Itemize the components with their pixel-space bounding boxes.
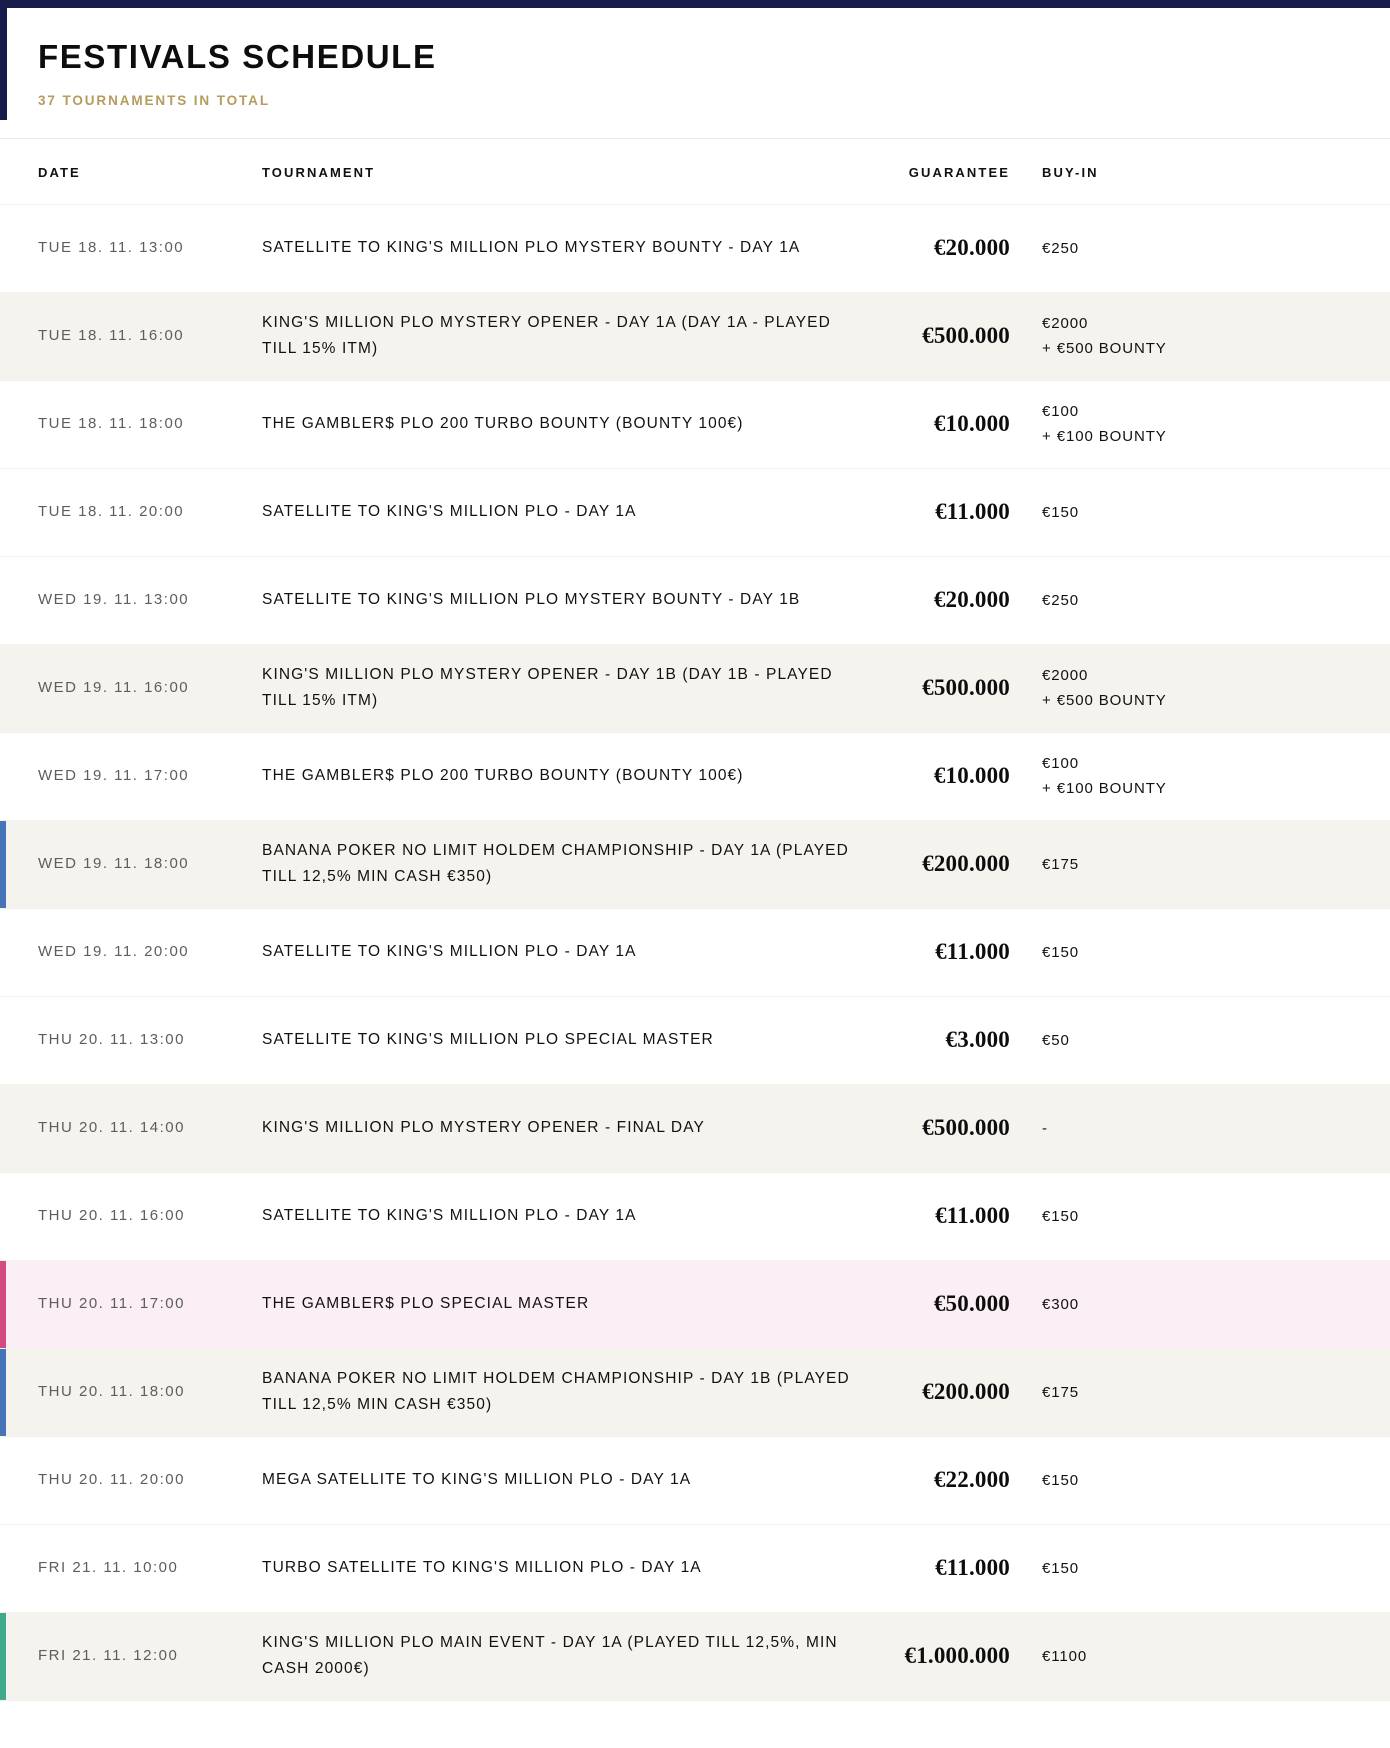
table-row[interactable] [0, 1613, 1390, 1701]
cell-buyin [1010, 399, 1340, 451]
cell-date [0, 591, 262, 609]
guarantee-amount: €200.000 [922, 1379, 1010, 1405]
cell-tournament [262, 763, 876, 790]
cell-date [0, 767, 262, 785]
cell-date [0, 415, 262, 433]
tournament-name: SATELLITE TO KING'S MILLION PLO - DAY 1A [262, 1207, 637, 1225]
guarantee-amount: €10.000 [933, 411, 1010, 437]
cell-tournament [262, 587, 876, 614]
tournament-name: SATELLITE TO KING'S MILLION PLO SPECIAL MASTER [262, 1031, 714, 1049]
buyin-amount: €1100 [1042, 1647, 1088, 1665]
cell-buyin [1010, 1116, 1340, 1142]
cell-buyin [1010, 751, 1340, 803]
cell-buyin [1010, 311, 1340, 363]
cell-buyin [1010, 1380, 1340, 1406]
tournament-name: KING'S MILLION PLO MYSTERY OPENER - FINAL DAY [262, 1119, 705, 1137]
cell-guarantee [876, 939, 1010, 965]
date-text: TUE 18. 11. 20:00 [38, 503, 185, 521]
cell-guarantee [876, 499, 1010, 525]
table-row[interactable] [0, 909, 1390, 997]
table-row[interactable] [0, 1173, 1390, 1261]
tournament-name: SATELLITE TO KING'S MILLION PLO - DAY 1A [262, 943, 637, 961]
guarantee-amount: €500.000 [922, 675, 1010, 701]
cell-date [0, 1031, 262, 1049]
tournament-name: MEGA SATELLITE TO KING'S MILLION PLO - DAY 1A [262, 1471, 692, 1489]
buyin-amount: €175 [1042, 855, 1079, 873]
table-row[interactable] [0, 381, 1390, 469]
cell-buyin [1010, 1468, 1340, 1494]
cell-guarantee [876, 851, 1010, 877]
date-text: WED 19. 11. 13:00 [38, 591, 190, 609]
buyin-amount: €150 [1042, 1207, 1079, 1225]
guarantee-amount: €10.000 [933, 763, 1010, 789]
cell-date [0, 1559, 262, 1577]
row-highlight-marker-green [0, 1613, 6, 1700]
cell-guarantee [876, 411, 1010, 437]
guarantee-amount: €11.000 [935, 1555, 1010, 1581]
cell-guarantee [876, 1379, 1010, 1405]
table-body [0, 205, 1390, 1701]
cell-guarantee [876, 1291, 1010, 1317]
guarantee-amount: €22.000 [933, 1467, 1010, 1493]
column-header-guarantee: GUARANTEE [908, 164, 1010, 180]
guarantee-amount: €11.000 [935, 939, 1010, 965]
guarantee-amount: €1.000.000 [904, 1643, 1010, 1669]
tournament-name: THE GAMBLER$ PLO 200 TURBO BOUNTY (BOUNTY 100€) [262, 415, 744, 433]
date-text: THU 20. 11. 17:00 [38, 1295, 185, 1313]
page-root [0, 8, 1390, 1701]
cell-tournament [262, 1366, 876, 1419]
tournament-name: SATELLITE TO KING'S MILLION PLO MYSTERY BOUNTY - DAY 1A [262, 239, 801, 257]
date-text: TUE 18. 11. 13:00 [38, 239, 185, 257]
table-row[interactable] [0, 1261, 1390, 1349]
date-text: WED 19. 11. 18:00 [38, 855, 190, 873]
cell-buyin [1010, 852, 1340, 878]
buyin-amount: €2000 + €500 BOUNTY [1042, 666, 1167, 710]
date-text: THU 20. 11. 18:00 [38, 1383, 185, 1401]
cell-tournament [262, 1291, 876, 1318]
date-text: WED 19. 11. 20:00 [38, 943, 190, 961]
cell-tournament [262, 411, 876, 438]
guarantee-amount: €200.000 [922, 851, 1010, 877]
buyin-amount: €250 [1042, 591, 1079, 609]
cell-buyin [1010, 588, 1340, 614]
tournament-name: SATELLITE TO KING'S MILLION PLO MYSTERY BOUNTY - DAY 1B [262, 591, 801, 609]
cell-date [0, 1647, 262, 1665]
table-row[interactable] [0, 997, 1390, 1085]
tournament-name: TURBO SATELLITE TO KING'S MILLION PLO - DAY 1A [262, 1559, 702, 1577]
cell-guarantee [876, 1643, 1010, 1669]
column-header-buyin: BUY-IN [1042, 164, 1099, 180]
guarantee-amount: €11.000 [935, 499, 1010, 525]
guarantee-amount: €500.000 [922, 323, 1010, 349]
date-text: THU 20. 11. 16:00 [38, 1207, 185, 1225]
tournament-name: SATELLITE TO KING'S MILLION PLO - DAY 1A [262, 503, 637, 521]
cell-guarantee [876, 1555, 1010, 1581]
tournament-name: KING'S MILLION PLO MAIN EVENT - DAY 1A (PLAYED TILL 12,5%, MIN CASH 2000€) [262, 1633, 838, 1678]
table-row[interactable] [0, 821, 1390, 909]
cell-guarantee [876, 763, 1010, 789]
cell-buyin [1010, 1204, 1340, 1230]
tournament-name: THE GAMBLER$ PLO SPECIAL MASTER [262, 1295, 590, 1313]
cell-buyin [1010, 500, 1340, 526]
table-row[interactable] [0, 733, 1390, 821]
cell-date [0, 855, 262, 873]
row-highlight-marker-pink [0, 1261, 6, 1348]
date-text: FRI 21. 11. 10:00 [38, 1559, 179, 1577]
cell-tournament [262, 838, 876, 891]
date-text: TUE 18. 11. 16:00 [38, 327, 185, 345]
cell-buyin [1010, 940, 1340, 966]
table-row[interactable] [0, 645, 1390, 733]
table-header-row [0, 139, 1390, 205]
cell-guarantee [876, 323, 1010, 349]
buyin-amount: €250 [1042, 239, 1079, 257]
tournament-name: BANANA POKER NO LIMIT HOLDEM CHAMPIONSHIP - DAY 1A (PLAYED TILL 12,5% MIN CASH €350) [262, 841, 849, 886]
buyin-amount: €50 [1042, 1031, 1070, 1049]
cell-date [0, 679, 262, 697]
cell-guarantee [876, 1203, 1010, 1229]
guarantee-amount: €20.000 [933, 587, 1010, 613]
cell-tournament [262, 1115, 876, 1142]
cell-date [0, 1207, 262, 1225]
cell-date [0, 503, 262, 521]
cell-date [0, 943, 262, 961]
date-text: THU 20. 11. 20:00 [38, 1471, 185, 1489]
cell-buyin [1010, 663, 1340, 715]
date-text: TUE 18. 11. 18:00 [38, 415, 185, 433]
date-text: THU 20. 11. 13:00 [38, 1031, 185, 1049]
buyin-amount: €150 [1042, 1559, 1079, 1577]
page-header [0, 8, 1390, 108]
cell-date [0, 1119, 262, 1137]
cell-guarantee [876, 235, 1010, 261]
tournament-name: KING'S MILLION PLO MYSTERY OPENER - DAY 1B (DAY 1B - PLAYED TILL 15% ITM) [262, 665, 833, 710]
cell-tournament [262, 939, 876, 966]
cell-tournament [262, 1203, 876, 1230]
table-row[interactable] [0, 1525, 1390, 1613]
table-row[interactable] [0, 1437, 1390, 1525]
cell-date [0, 327, 262, 345]
buyin-amount: €300 [1042, 1295, 1079, 1313]
cell-buyin [1010, 1028, 1340, 1054]
table-row[interactable] [0, 469, 1390, 557]
cell-buyin [1010, 1292, 1340, 1318]
cell-guarantee [876, 1115, 1010, 1141]
cell-guarantee [876, 587, 1010, 613]
page-title: FESTIVALS SCHEDULE [38, 38, 437, 75]
date-text: WED 19. 11. 16:00 [38, 679, 190, 697]
row-highlight-marker-blue [0, 1349, 6, 1436]
guarantee-amount: €500.000 [922, 1115, 1010, 1141]
buyin-amount: €2000 + €500 BOUNTY [1042, 314, 1167, 358]
guarantee-amount: €11.000 [935, 1203, 1010, 1229]
buyin-amount: €100 + €100 BOUNTY [1042, 754, 1167, 798]
column-header-date: DATE [38, 164, 81, 180]
guarantee-amount: €3.000 [945, 1027, 1010, 1053]
buyin-amount: €100 + €100 BOUNTY [1042, 402, 1167, 446]
cell-tournament [262, 1630, 876, 1683]
tournament-name: KING'S MILLION PLO MYSTERY OPENER - DAY 1A (DAY 1A - PLAYED TILL 15% ITM) [262, 313, 831, 358]
cell-guarantee [876, 1027, 1010, 1053]
cell-tournament [262, 662, 876, 715]
tournament-name: THE GAMBLER$ PLO 200 TURBO BOUNTY (BOUNTY 100€) [262, 767, 744, 785]
buyin-amount: - [1042, 1119, 1048, 1137]
left-navy-sliver [0, 8, 7, 120]
cell-tournament [262, 235, 876, 262]
tournament-count-subtitle: 37 TOURNAMENTS IN TOTAL [38, 92, 270, 108]
buyin-amount: €150 [1042, 1471, 1079, 1489]
buyin-amount: €175 [1042, 1383, 1079, 1401]
cell-tournament [262, 1555, 876, 1582]
tournament-name: BANANA POKER NO LIMIT HOLDEM CHAMPIONSHIP - DAY 1B (PLAYED TILL 12,5% MIN CASH €350) [262, 1369, 850, 1414]
cell-tournament [262, 499, 876, 526]
date-text: THU 20. 11. 14:00 [38, 1119, 185, 1137]
guarantee-amount: €20.000 [933, 235, 1010, 261]
festivals-schedule-table [0, 138, 1390, 1701]
row-highlight-marker-blue [0, 821, 6, 908]
cell-buyin [1010, 1556, 1340, 1582]
date-text: FRI 21. 11. 12:00 [38, 1647, 179, 1665]
guarantee-amount: €50.000 [933, 1291, 1010, 1317]
cell-guarantee [876, 675, 1010, 701]
cell-date [0, 239, 262, 257]
cell-buyin [1010, 1644, 1340, 1670]
cell-tournament [262, 1467, 876, 1494]
cell-tournament [262, 310, 876, 363]
table-row[interactable] [0, 1085, 1390, 1173]
cell-tournament [262, 1027, 876, 1054]
cell-date [0, 1471, 262, 1489]
cell-guarantee [876, 1467, 1010, 1493]
cell-buyin [1010, 236, 1340, 262]
column-header-tournament: TOURNAMENT [262, 164, 376, 180]
top-navy-strip [0, 0, 1390, 8]
cell-date [0, 1383, 262, 1401]
table-row[interactable] [0, 1349, 1390, 1437]
cell-date [0, 1295, 262, 1313]
table-row[interactable] [0, 205, 1390, 293]
buyin-amount: €150 [1042, 503, 1079, 521]
date-text: WED 19. 11. 17:00 [38, 767, 190, 785]
table-row[interactable] [0, 293, 1390, 381]
buyin-amount: €150 [1042, 943, 1079, 961]
table-row[interactable] [0, 557, 1390, 645]
